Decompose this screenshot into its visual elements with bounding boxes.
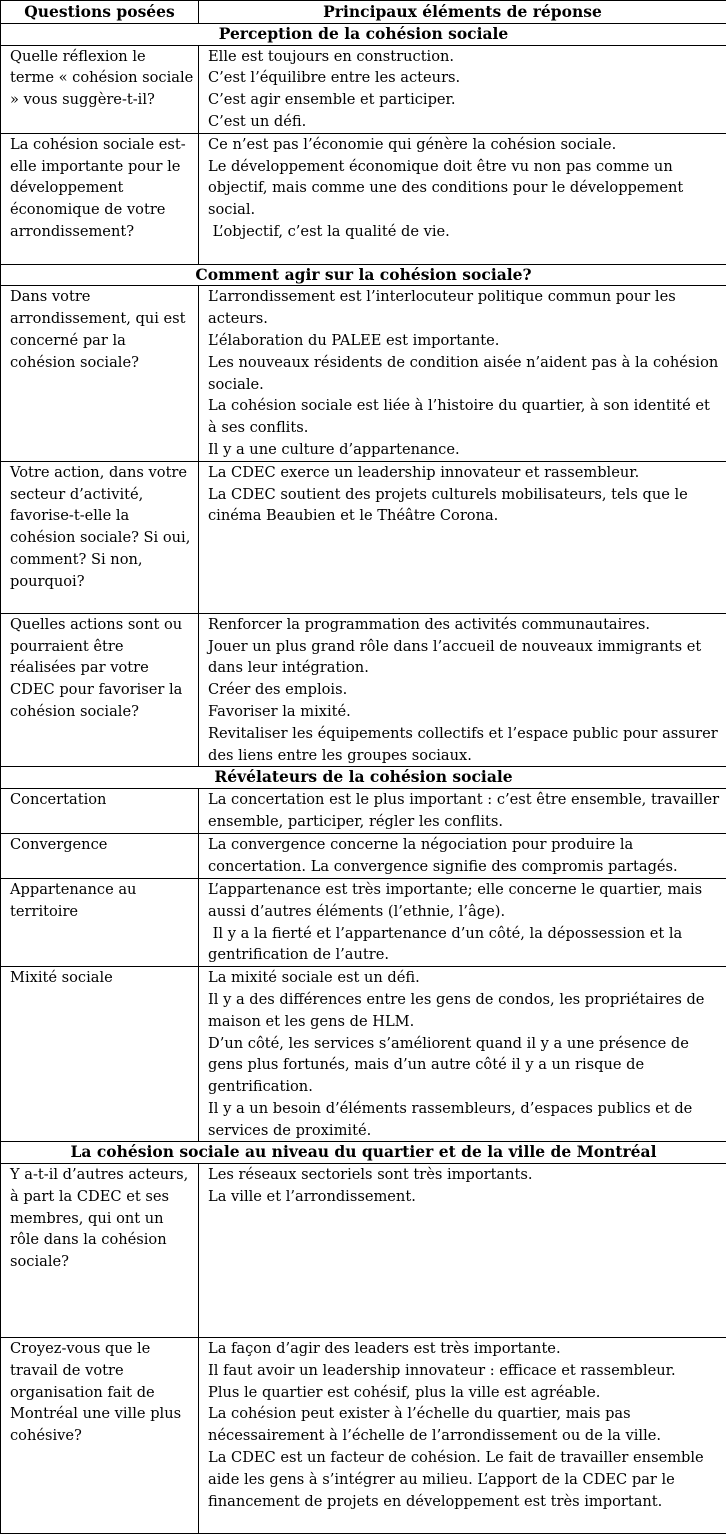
- answer-line: C’est un défi.: [208, 112, 307, 130]
- table-row: [1, 613, 726, 767]
- question-cell: Concertation: [1, 788, 199, 833]
- answer-cell: [199, 461, 726, 613]
- table-row: [1, 878, 726, 966]
- answer-line: La cohésion sociale est liée à l’histoire du quartier, à son identité et à ses conflits.: [208, 397, 710, 437]
- section-title: La cohésion sociale au niveau du quartier et de la ville de Montréal: [1, 1142, 726, 1164]
- answer-line: Revitaliser les équipements collectifs et l’espace public pour assurer des liens entre les groupes sociaux.: [208, 724, 718, 764]
- section-header-row: [1, 1142, 726, 1164]
- table-row: [1, 286, 726, 461]
- table-row: [1, 1164, 726, 1338]
- answer-cell: [199, 878, 726, 966]
- answer-line: La cohésion peut exister à l’échelle du quartier, mais pas nécessairement à l’échelle de l’arrondissement ou de la ville.: [208, 1405, 662, 1445]
- question-cell: Votre action, dans votre secteur d’activité, favorise-t-elle la cohésion sociale? Si oui, comment? Si non, pourquoi?: [1, 461, 199, 613]
- answer-line: L’objectif, c’est la qualité de vie.: [208, 222, 450, 240]
- answer-line: C’est l’équilibre entre les acteurs.: [208, 69, 461, 87]
- answer-line: Favoriser la mixité.: [208, 702, 351, 720]
- answer-line: Renforcer la programmation des activités communautaires.: [208, 615, 651, 633]
- answer-line: Il faut avoir un leadership innovateur : efficace et rassembleur.: [208, 1361, 676, 1379]
- answer-line: Jouer un plus grand rôle dans l’accueil de nouveaux immigrants et dans leur intégration.: [208, 637, 702, 677]
- answer-line: Il y a un besoin d’éléments rassembleurs, d’espaces publics et de services de proximité.: [208, 1099, 693, 1139]
- answer-line: D’un côté, les services s’améliorent quand il y a une présence de gens plus fortunés, mais d’un autre côté il y a un risque de gentrification.: [208, 1034, 689, 1096]
- answer-line: La CDEC soutient des projets culturels mobilisateurs, tels que le cinéma Beaubien et le Théâtre Corona.: [208, 485, 688, 525]
- answer-cell: [199, 967, 726, 1142]
- answer-line: Il y a une culture d’appartenance.: [208, 440, 460, 458]
- question-cell: Y a-t-il d’autres acteurs, à part la CDEC et ses membres, qui ont un rôle dans la cohésion sociale?: [1, 1164, 199, 1338]
- column-header-answers: Principaux éléments de réponse: [199, 1, 726, 24]
- answer-line: Il y a des différences entre les gens de condos, les propriétaires de maison et les gens de HLM.: [208, 990, 705, 1030]
- question-cell: Croyez-vous que le travail de votre organisation fait de Montréal une ville plus cohésive?: [1, 1338, 199, 1534]
- answer-line: L’appartenance est très importante; elle concerne le quartier, mais aussi d’autres éléments (l’ethnie, l’âge).: [208, 880, 703, 920]
- answer-line: C’est agir ensemble et participer.: [208, 91, 456, 109]
- table-row: [1, 45, 726, 133]
- answer-cell: [199, 286, 726, 461]
- section-header-row: [1, 24, 726, 46]
- answer-cell: [199, 1164, 726, 1338]
- answer-line: La convergence concerne la négociation pour produire la concertation. La convergence signifie des compromis partagés.: [208, 835, 678, 875]
- answer-line: La mixité sociale est un défi.: [208, 969, 420, 987]
- section-header-row: [1, 767, 726, 789]
- section-title: Comment agir sur la cohésion sociale?: [1, 264, 726, 286]
- answer-line: Plus le quartier est cohésif, plus la ville est agréable.: [208, 1383, 601, 1401]
- table-row: [1, 788, 726, 833]
- question-cell: Convergence: [1, 833, 199, 878]
- answer-line: La façon d’agir des leaders est très importante.: [208, 1340, 561, 1358]
- table-row: [1, 1338, 726, 1534]
- section-title: Révélateurs de la cohésion sociale: [1, 767, 726, 789]
- answer-line: Le développement économique doit être vu non pas comme un objectif, mais comme une des conditions pour le développement social.: [208, 157, 684, 219]
- column-header-questions: Questions posées: [1, 1, 199, 24]
- header-row: [1, 1, 726, 24]
- question-cell: Mixité sociale: [1, 967, 199, 1142]
- answer-cell: [199, 45, 726, 133]
- answer-cell: [199, 833, 726, 878]
- answer-cell: [199, 1338, 726, 1534]
- table-row: [1, 967, 726, 1142]
- answer-line: La ville et l’arrondissement.: [208, 1187, 416, 1205]
- answer-cell: [199, 788, 726, 833]
- answer-line: La CDEC est un facteur de cohésion. Le fait de travailler ensemble aide les gens à s’intégrer au milieu. L’apport de la CDEC par le financement de projets en développement est très important.: [208, 1449, 704, 1510]
- question-cell: Appartenance au territoire: [1, 878, 199, 966]
- answer-line: Il y a la fierté et l’appartenance d’un côté, la dépossession et la gentrification de l’autre.: [208, 924, 687, 964]
- table-row: [1, 833, 726, 878]
- question-cell: Quelle réflexion le terme « cohésion sociale » vous suggère-t-il?: [1, 45, 199, 133]
- answer-cell: [199, 613, 726, 767]
- question-cell: La cohésion sociale est-elle importante pour le développement économique de votre arrondissement?: [1, 133, 199, 264]
- question-cell: Dans votre arrondissement, qui est concerné par la cohésion sociale?: [1, 286, 199, 461]
- answer-cell: [199, 133, 726, 264]
- section-header-row: [1, 264, 726, 286]
- table-row: [1, 133, 726, 264]
- answer-line: Les réseaux sectoriels sont très importants.: [208, 1166, 533, 1184]
- answer-line: La concertation est le plus important : c’est être ensemble, travailler ensemble, participer, régler les conflits.: [208, 790, 720, 830]
- answer-line: Ce n’est pas l’économie qui génère la cohésion sociale.: [208, 135, 617, 153]
- answer-line: Créer des emplois.: [208, 681, 348, 699]
- table-row: [1, 461, 726, 613]
- question-cell: Quelles actions sont ou pourraient être réalisées par votre CDEC pour favoriser la cohésion sociale?: [1, 613, 199, 767]
- answer-line: La CDEC exerce un leadership innovateur et rassembleur.: [208, 463, 640, 481]
- section-title: Perception de la cohésion sociale: [1, 24, 726, 46]
- answer-line: Elle est toujours en construction.: [208, 47, 455, 65]
- answer-line: L’élaboration du PALEE est importante.: [208, 331, 500, 349]
- answer-line: L’arrondissement est l’interlocuteur politique commun pour les acteurs.: [208, 288, 676, 328]
- answer-line: Les nouveaux résidents de condition aisée n’aident pas à la cohésion sociale.: [208, 353, 719, 393]
